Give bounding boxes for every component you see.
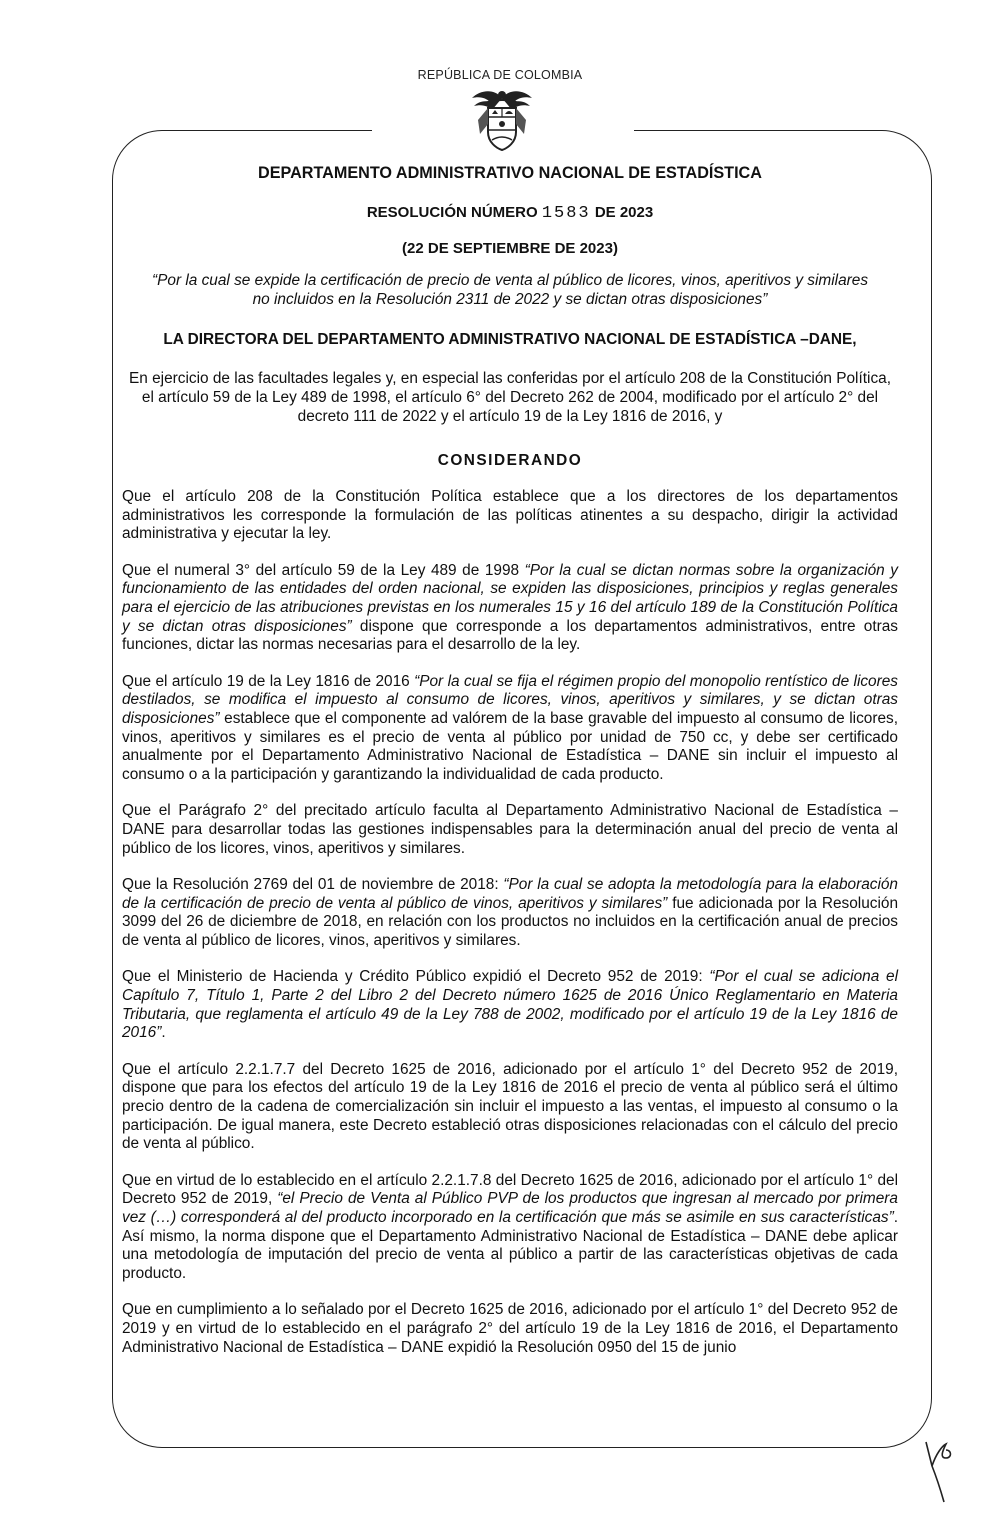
considering-paragraph: [122, 488, 898, 544]
resolution-date: (22 DE SEPTIEMBRE DE 2023): [402, 240, 618, 257]
paragraph-text: .: [161, 1024, 166, 1042]
resolution-number: 1583: [541, 204, 591, 223]
paragraph-text: Que el artículo 2.2.1.7.7 del Decreto 1625 de 2016, adicionado por el artículo 1° del Decreto 952 de 2019, dispone que para los efectos del artículo 19 de la Ley 1816 de 2016 el precio de venta al público será el último precio dentro de la cadena de comercialización sin incluir el impuesto a las ventas, el impuesto al consumo o la participación. De igual manera, este Decreto estableció otras disposiciones relacionadas con el cálculo del precio de venta al público.: [122, 1060, 898, 1153]
director-heading: LA DIRECTORA DEL DEPARTAMENTO ADMINISTRATIVO NACIONAL DE ESTADÍSTICA –DANE,: [163, 331, 857, 348]
department-heading: DEPARTAMENTO ADMINISTRATIVO NACIONAL DE ESTADÍSTICA: [258, 164, 762, 182]
paragraph-text: Que la Resolución 2769 del 01 de noviembre de 2018:: [122, 876, 504, 894]
paragraph-text: dispone que corresponde a los departamentos administrativos, entre otras funciones, dictar las normas necesarias para el desarrollo de la ley.: [122, 617, 898, 654]
paragraph-text: Que el Parágrafo 2° del precitado artículo faculta al Departamento Administrativo Nacional de Estadística – DANE para desarrollar todas las gestiones indispensables para la determinación anual del precio de venta al público de los licores, vinos, aperitivos y similares.: [122, 802, 898, 857]
colombia-coat-of-arms-icon: [468, 84, 536, 154]
considering-paragraph: [122, 1301, 898, 1357]
considering-heading: CONSIDERANDO: [437, 452, 583, 469]
considering-paragraph: [122, 562, 898, 655]
resolution-title-prefix: RESOLUCIÓN NÚMERO: [366, 204, 538, 221]
paragraph-text: establece que el componente ad valórem de la base gravable del impuesto al consumo de licores, vinos, aperitivos y similares es el precio de venta al público por unidad de 750 cc, y debe ser certificado anualmente por el Departamento Administrativo Nacional de Estadística – DANE sin incluir el impuesto al consumo o a la participación y garantizando la individualidad de cada producto.: [122, 709, 898, 783]
considering-paragraph: [122, 876, 898, 950]
resolution-title-suffix: DE 2023: [594, 204, 654, 221]
paragraph-text: fue adicionada por la Resolución 3099 del 26 de diciembre de 2018, en relación con los productos no incluidos en la certificación anual de precios de venta al público de licores, vinos, aperitivos y similares.: [122, 894, 899, 949]
paragraph-text: Que el artículo 19 de la Ley 1816 de 2016: [122, 672, 415, 690]
legal-powers: En ejercicio de las facultades legales y, en especial las conferidas por el artículo 208 de la Constitución Política, el artículo 59 de la Ley 489 de 1998, el artículo 6° del Decreto 262 de 2004, modificado por el artículo 2° del decreto 111 de 2022 y el artículo 19 de la Ley 1816 de 2016, y: [129, 370, 891, 425]
considering-paragraph: [122, 1061, 898, 1154]
paragraph-text: Que el Ministerio de Hacienda y Crédito Público expidió el Decreto 952 de 2019:: [122, 968, 710, 986]
paragraph-text: Que el artículo 208 de la Constitución Política establece que a los directores de los departamentos administrativos les corresponde la formulación de las políticas atinentes a su despacho, dirigir la actividad administrativa y ejecutar la ley.: [122, 488, 898, 543]
considering-paragraph: [122, 968, 898, 1042]
considering-paragraph: [122, 673, 898, 785]
paragraph-text: Que en virtud de lo establecido en el artículo 2.2.1.7.8 del Decreto 1625 de 2016, adicionado por el artículo 1° del Decreto 952 de 2019,: [122, 1171, 898, 1208]
paragraph-quote: “Por la cual se adopta la metodología para la elaboración de la certificación de precio de venta al público de vinos, aperitivos y similares”: [122, 876, 898, 912]
resolution-number-heading: [122, 204, 898, 223]
paragraph-quote: “Por la cual se fija el régimen propio del monopolio rentístico de licores destilados, se modifica el impuesto al consumo de licores, vinos, aperitivos y similares, y se dictan otras disposiciones”: [122, 672, 898, 727]
paragraph-text: Que el numeral 3° del artículo 59 de la Ley 489 de 1998: [122, 561, 525, 579]
paragraph-text: Que en cumplimiento a lo señalado por el Decreto 1625 de 2016, adicionado por el artículo 1° del Decreto 952 de 2019 y en virtud de lo establecido en el parágrafo 2° del artículo 19 de la Ley 1816 de 2016, el Departamento Administrativo Nacional de Estadística – DANE expidió la Resolución 0950 del 15 de junio: [122, 1301, 898, 1356]
paragraph-text: . Así mismo, la norma dispone que el Departamento Administrativo Nacional de Estadística – DANE debe aplicar una metodología de imputación del precio de venta al público a partir de las características objetivas de cada producto.: [122, 1209, 898, 1282]
paragraph-quote: “el Precio de Venta al Público PVP de los productos que ingresan al mercado por primera vez (…) corresponderá al del producto incorporado en la certificación que más se asimile en sus características”: [122, 1190, 898, 1226]
paragraph-quote: “Por el cual se adiciona el Capítulo 7, Título 1, Parte 2 del Libro 2 del Decreto número 1625 de 2016 Único Reglamentario en Materia Tributaria, que reglamenta el artículo 49 de la Ley 788 de 2002, modificado por el artículo 19 de la Ley 1816 de 2016”: [122, 968, 898, 1042]
paragraph-quote: “Por la cual se dictan normas sobre la organización y funcionamiento de las entidades del orden nacional, se expiden las disposiciones, principios y reglas generales para el ejercicio de las atribuciones previstas en los numerales 15 y 16 del artículo 189 de la Constitución Política y se dictan otras disposiciones”: [122, 561, 898, 635]
considering-paragraph: [122, 802, 898, 858]
country-name: REPÚBLICA DE COLOMBIA: [417, 68, 583, 82]
resolution-body: [122, 160, 898, 1357]
resolution-summary: “Por la cual se expide la certificación de precio de venta al público de licores, vinos, aperitivos y similares no incluidos en la Resolución 2311 de 2022 y se dictan otras disposiciones”: [152, 272, 869, 308]
considering-paragraph: [122, 1172, 898, 1284]
handwritten-initials: [922, 1436, 982, 1506]
